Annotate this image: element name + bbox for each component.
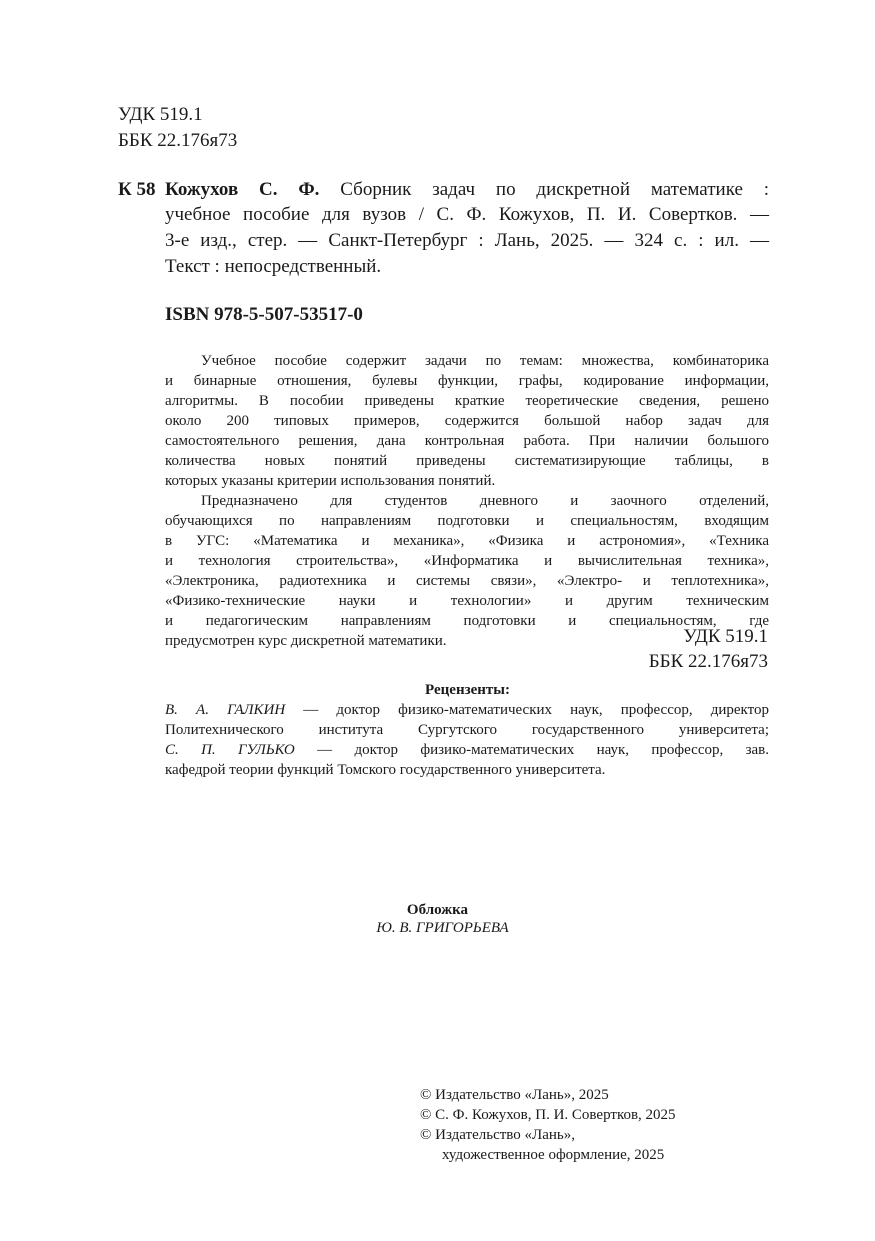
copyright-3-cont: художественное оформление, 2025 — [442, 1147, 665, 1163]
reviewer-1-text: — доктор физико-математических наук, профессор, директор — [285, 702, 769, 718]
reviewer-1-name: В. А. ГАЛКИН — [165, 702, 286, 718]
copyright-1: © Издательство «Лань», 2025 — [420, 1087, 609, 1103]
copyright-2: © С. Ф. Кожухов, П. И. Совертков, 2025 — [420, 1107, 676, 1123]
abstract-line: алгоритмы. В пособии приведены краткие теоретические сведения, решено — [165, 393, 769, 409]
reviewer-2-text: — доктор физико-математических наук, профессор, зав. — [294, 742, 769, 758]
abstract-line: около 200 типовых примеров, содержится большой набор задач для — [165, 413, 769, 429]
author: Кожухов С. Ф. — [165, 179, 320, 200]
abstract-line: Учебное пособие содержит задачи по темам: множества, комбинаторика — [201, 353, 769, 369]
bib-line-3: 3-е изд., стер. — Санкт-Петербург : Лань, 2025. — 324 с. : ил. — — [165, 230, 769, 251]
abstract-line: «Электроника, радиотехника и системы связи», «Электро- и теплотехника», — [165, 573, 769, 589]
isbn: ISBN 978-5-507-53517-0 — [165, 304, 363, 325]
copyright-3: © Издательство «Лань», — [420, 1127, 575, 1143]
cover-title: Обложка — [406, 902, 469, 918]
abstract-line: в УГС: «Математика и механика», «Физика и астрономия», «Техника — [165, 533, 769, 549]
abstract-line: которых указаны критерии использования понятий. — [165, 473, 496, 489]
abstract-line: обучающихся по направлениям подготовки и специальностям, входящим — [165, 513, 769, 529]
abstract-line: Предназначено для студентов дневного и заочного отделений, — [201, 493, 769, 509]
bib-title: Сборник задач по дискретной математике : — [340, 179, 770, 200]
bib-line-1 — [165, 179, 769, 201]
reviewer-1-line-2: Политехнического института Сургутского государственного университета; — [165, 722, 769, 738]
reviewer-2-line-1 — [165, 741, 769, 759]
bib-line-4: Текст : непосредственный. — [165, 256, 382, 277]
abstract-line: самостоятельного решения, дана контрольная работа. При наличии большого — [165, 433, 769, 449]
abstract-udk: УДК 519.1 — [683, 626, 768, 647]
reviewer-2-name: С. П. ГУЛЬКО — [165, 742, 295, 758]
abstract-line: «Физико-технические науки и технологии» и другим техническим — [165, 593, 769, 609]
bib-line-2: учебное пособие для вузов / С. Ф. Кожухов, П. И. Совертков. — — [165, 204, 769, 225]
reviewers-title: Рецензенты: — [425, 682, 510, 698]
cover-designer: Ю. В. ГРИГОРЬЕВА — [376, 920, 509, 936]
abstract-line: и технология строительства», «Информатика и вычислительная техника», — [165, 553, 769, 569]
reviewer-2-line-2: кафедрой теории функций Томского государственного университета. — [165, 762, 606, 778]
abstract-line: и бинарные отношения, булевы функции, графы, кодирование информации, — [165, 373, 769, 389]
abstract-line: количества новых понятий приведены систематизирующие таблицы, в — [165, 453, 769, 469]
abstract-bbk: ББК 22.176я73 — [648, 651, 768, 672]
reviewer-1-line-1 — [165, 701, 769, 719]
bbk-code: ББК 22.176я73 — [118, 130, 238, 151]
abstract-line: и педагогическим направлениям подготовки и специальностям, где — [165, 613, 769, 629]
udk-code: УДК 519.1 — [118, 104, 203, 125]
abstract-line: предусмотрен курс дискретной математики. — [165, 633, 447, 649]
author-mark: К 58 — [118, 179, 156, 200]
